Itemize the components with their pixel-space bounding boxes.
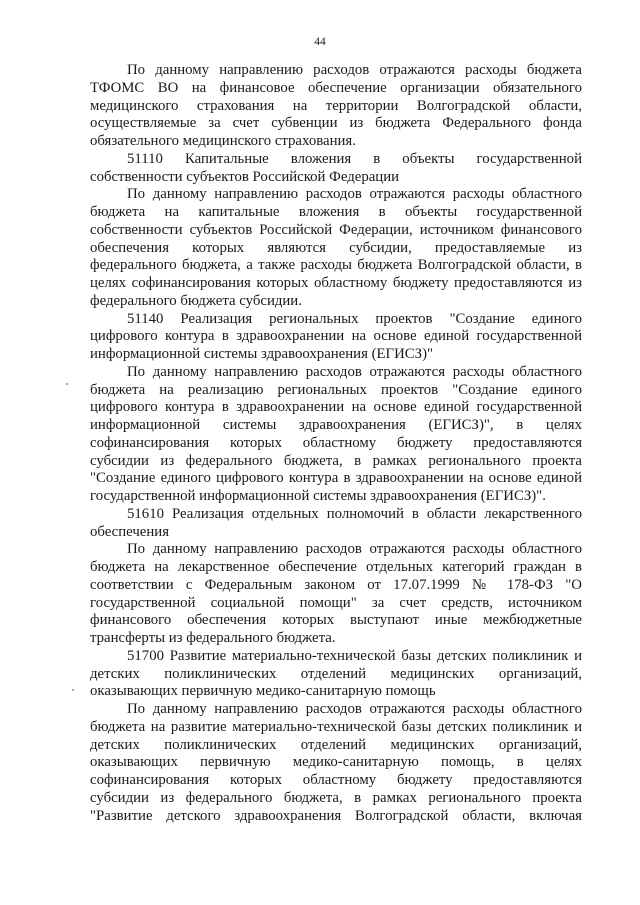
text-line: 51700 Развитие материально-технической базы детских поликлиник и [127,647,582,664]
text-line: субсидии из федерального бюджета, в рамках регионального проекта [90,452,582,469]
text-line: государственной информационной системы здравоохранения (ЕГИСЗ)". [90,488,546,504]
text-line: субсидии из федерального бюджета, в рамках регионального проекта [90,789,582,806]
text-line: бюджета на капитальные вложения в объекты государственной [90,204,582,220]
text-line: По данному направлению расходов отражаются расходы областного [127,701,582,717]
text-line: 51110 Капитальные вложения в объекты государственной [127,150,582,167]
text-line: софинансирования которых областному бюджету предоставляются [90,772,582,788]
text-line: оказывающих первичную медико-санитарную помощь, в целях [90,754,582,771]
scan-speck [72,689,74,691]
text-line: целях софинансирования которых областному бюджету предоставляются из [90,275,582,291]
text-line: государственной социальной помощи" за счет средств, источником [90,594,582,611]
text-line: соответствии с Федеральным законом от 17.07.1999 № 178-ФЗ "О [90,576,582,593]
text-line: По данному направлению расходов отражаются расходы областного [127,541,582,558]
text-line: собственности субъектов Российской Федерации [90,168,400,185]
page-number: 44 [314,36,326,48]
text-line: обеспечения которых являются субсидии, предоставляемые из [90,239,582,256]
text-line: оказывающих первичную медико-санитарную помощь [90,683,436,700]
scan-speck [66,383,68,385]
text-line: бюджета на развитие материально-технической базы детских поликлиник и [90,718,582,735]
text-line: По данному направлению расходов отражаются расходы бюджета [127,62,582,78]
text-line: осуществляемые за счет субвенции из бюджета Федерального фонда [90,115,582,132]
text-line: финансового обеспечения которых выступают иные межбюджетные [90,612,582,629]
text-line: федерального бюджета, а также расходы бюджета Волгоградской области, в [90,257,582,274]
text-line: детских поликлинических отделений медицинских организаций, [90,665,582,682]
text-line: По данному направлению расходов отражаются расходы областного [127,186,582,203]
text-line: собственности субъектов Российской Федерации, источником финансового [90,221,582,238]
text-line: По данному направлению расходов отражаются расходы областного [127,363,582,380]
text-line: цифрового контура в здравоохранении на основе единой государственной [90,399,582,416]
text-line: бюджета на реализацию региональных проектов "Создание единого [90,381,582,398]
text-line: "Развитие детского здравоохранения Волгоградской области, включая [90,807,582,824]
text-line: информационной системы здравоохранения (ЕГИСЗ)", в целях [90,417,582,433]
text-line: детских поликлинических отделений медицинских организаций, [90,736,582,753]
text-line: ТФОМС ВО на финансовое обеспечение организации обязательного [90,79,582,96]
document-body [90,62,582,825]
text-line: трансферты из федерального бюджета. [90,630,336,646]
text-line: 51140 Реализация региональных проектов "Создание единого [127,310,582,327]
text-line: медицинского страхования на территории Волгоградской области, [90,97,582,114]
text-line: информационной системы здравоохранения (ЕГИСЗ)" [90,346,434,362]
text-line: обязательного медицинского страхования. [90,133,356,149]
text-line: цифрового контура в здравоохранении на основе единой государственной [90,328,582,345]
text-line: "Создание единого цифрового контура в здравоохранении на основе единой [90,470,582,487]
text-line: обеспечения [90,523,170,540]
text-line: софинансирования которых областному бюджету предоставляются [90,434,582,451]
text-line: 51610 Реализация отдельных полномочий в области лекарственного [127,505,582,522]
text-line: бюджета на лекарственное обеспечение отдельных категорий граждан в [90,559,582,575]
text-line: федерального бюджета субсидии. [90,292,302,309]
